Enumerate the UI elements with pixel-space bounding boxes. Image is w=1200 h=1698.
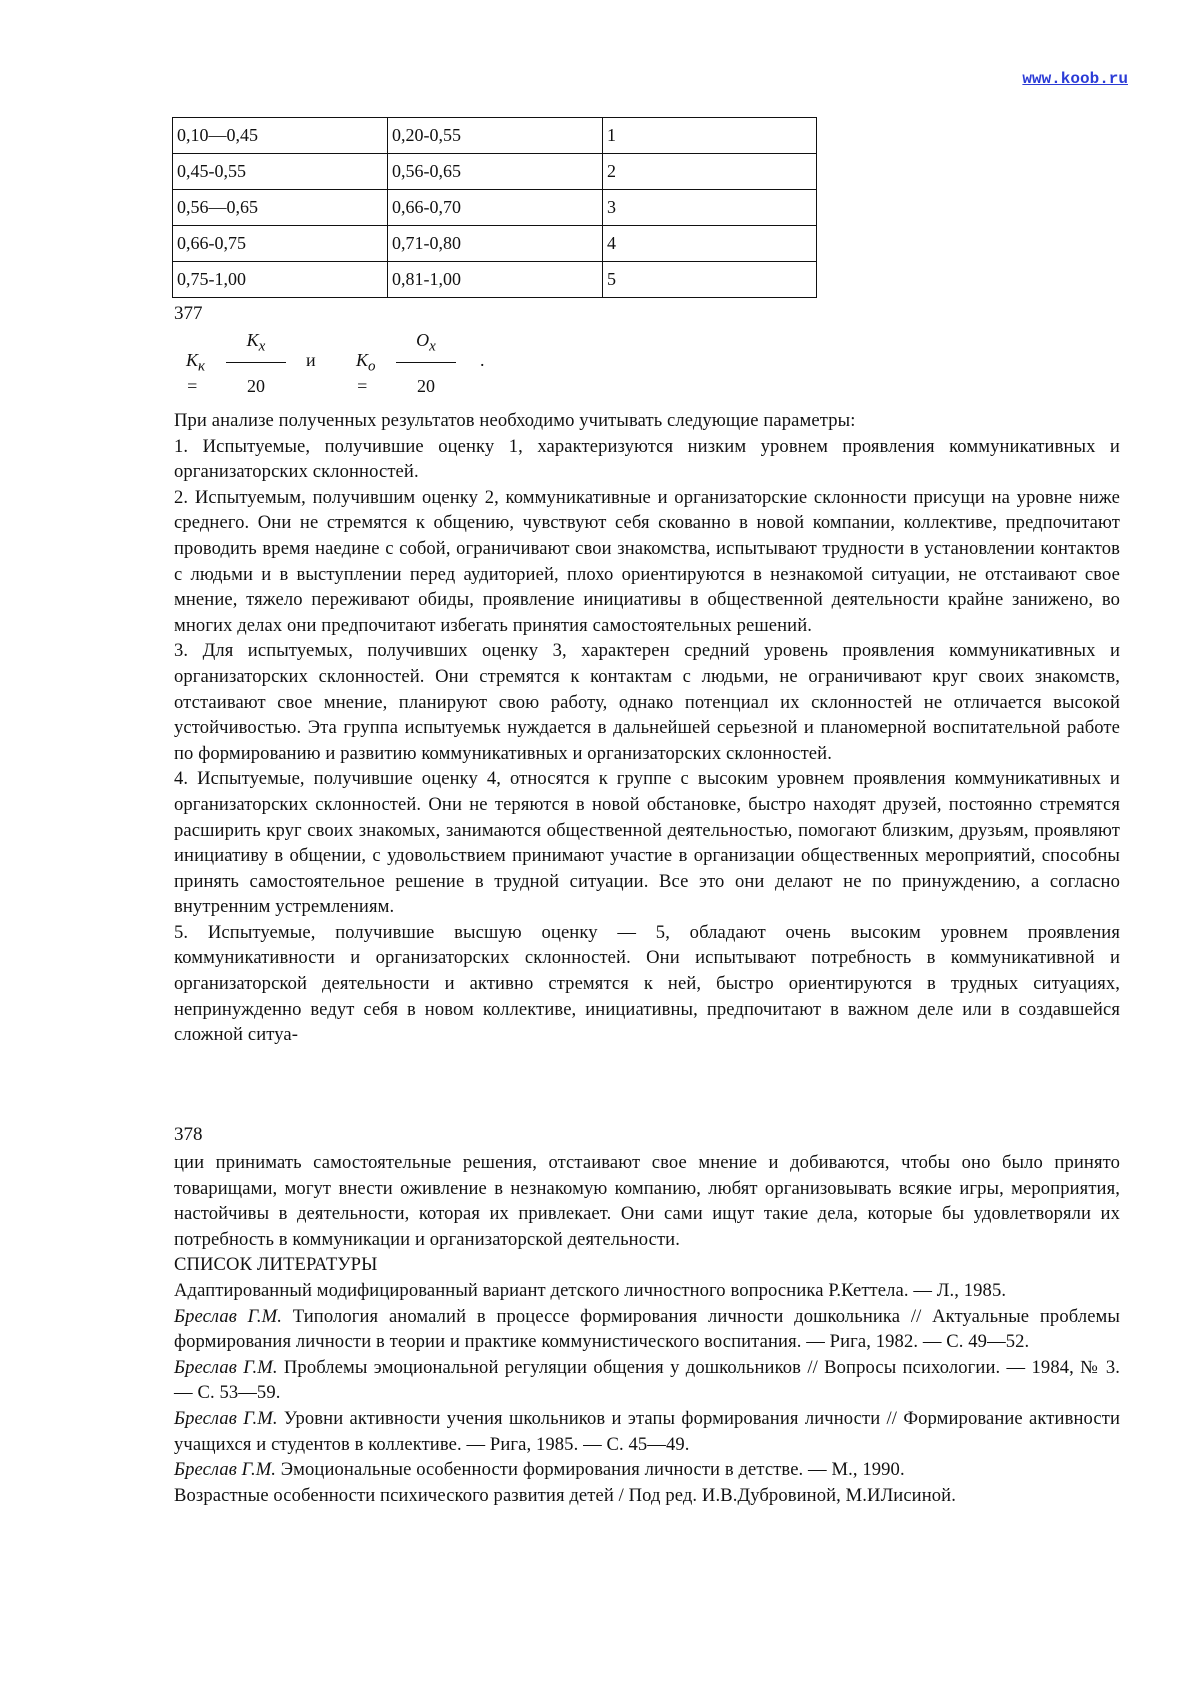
references-heading: СПИСОК ЛИТЕРАТУРЫ (174, 1254, 378, 1276)
formula-right-lhs: $K_о$ = (356, 350, 376, 396)
table-row (173, 190, 817, 226)
reference-item: Бреслав Г.М. Проблемы эмоциональной регуляции общения у дошкольников // Вопросы психологии. — 1984, № 3. — С. 53—59. (174, 1356, 1120, 1404)
fraction-bar (396, 362, 456, 363)
table-cell: 5 (603, 262, 817, 298)
table-cell: 0,45-0,55 (173, 154, 388, 190)
table-cell: 0,56—0,65 (173, 190, 388, 226)
table-cell: 0,66-0,75 (173, 226, 388, 262)
table-cell: 0,71-0,80 (388, 226, 603, 262)
formula-left-numerator: $K_x$ (246, 330, 266, 355)
page-number: 377 (174, 303, 203, 324)
table-row (173, 118, 817, 154)
table-cell: 0,20-0,55 (388, 118, 603, 154)
score-table (172, 117, 817, 298)
page-number: 378 (174, 1124, 203, 1145)
table-row (173, 154, 817, 190)
formula-left-denominator: 20 (247, 376, 265, 396)
table-row (173, 262, 817, 298)
formula-trailing-dot: . (480, 350, 485, 370)
reference-item: Бреслав Г.М. Уровни активности учения школьников и этапы формирования личности // Формирование активности учащихся и студентов в коллективе. — Рига, 1985. — С. 45—49. (174, 1407, 1120, 1455)
table-cell: 0,56-0,65 (388, 154, 603, 190)
formula-conjunction: и (306, 350, 316, 370)
formula-right-denominator: 20 (417, 376, 435, 396)
table-cell: 3 (603, 190, 817, 226)
table-cell: 2 (603, 154, 817, 190)
table-cell: 0,10—0,45 (173, 118, 388, 154)
formula-left-lhs: $K_к$ = (186, 350, 206, 396)
list-item: 1. Испытуемые, получившие оценку 1, характеризуются низким уровнем проявления коммуникативных и организаторских склонностей. (174, 435, 1120, 483)
fraction-bar (226, 362, 286, 363)
list-item: 2. Испытуемым, получившим оценку 2, коммуникативные и организаторские склонности присущи на уровне ниже среднего. Они не стремятся к общению, чувствуют себя скованно в новой компании, коллективе, предпочитают проводить время наедине с собой, ограничивают свои знакомства, испытывают трудности в установлении контактов с людьми и в выступлении перед аудиторией, плохо ориентируются в незнакомой ситуации, не отстаивают свое мнение, тяжело переживают обиды, проявление инициативы в общественной деятельности крайне занижено, во многих делах они предпочитают избегать принятия самостоятельных решений. (174, 486, 1120, 636)
reference-item: Адаптированный модифицированный вариант детского личностного вопросника Р.Кеттела. — Л., 1985. (174, 1279, 1007, 1301)
table-cell: 0,66-0,70 (388, 190, 603, 226)
table-cell: 1 (603, 118, 817, 154)
table-cell: 0,75-1,00 (173, 262, 388, 298)
list-item: 3. Для испытуемых, получивших оценку 3, характерен средний уровень проявления коммуникативных и организаторских склонностей. Они стремятся к контактам с людьми, не ограничивают круг своих знакомств, отстаивают свое мнение, планируют свою работу, однако потенциал их склонностей не отличается высокой устойчивостью. Эта группа испытуемьк нуждается в дальнейшей серьезной и планомерной воспитательной работе по формированию и развитию коммуникативных и организаторских склонностей. (174, 640, 1120, 764)
intro-paragraph: При анализе полученных результатов необходимо учитывать следующие параметры: (174, 410, 856, 431)
reference-item: Бреслав Г.М. Эмоциональные особенности формирования личности в детстве. — М., 1990. (174, 1459, 905, 1481)
reference-item: Возрастные особенности психического развития детей / Под ред. И.В.Дубровиной, М.ИЛисиной. (174, 1484, 956, 1506)
site-link[interactable]: www.koob.ru (1022, 70, 1128, 88)
list-item: 4. Испытуемые, получившие оценку 4, относятся к группе с высоким уровнем проявления коммуникативных и организаторских склонностей. Они не теряются в новой обстановке, быстро находят друзей, постоянно стремятся расширить круг своих знакомых, занимаются общественной деятельностью, помогают близким, друзьям, проявляют инициативу в общении, с удовольствием принимают участие в организации общественных мероприятий, способны принять самостоятельное решение в трудной ситуации. Все это они делают не по принуждению, а согласно внутренним устремлениям. (174, 768, 1120, 918)
formula (186, 330, 506, 400)
table-row (173, 226, 817, 262)
formula-right-numerator: $O_x$ (416, 330, 436, 355)
table-cell: 4 (603, 226, 817, 262)
interpretation-block (174, 408, 1120, 1048)
continuation-paragraph: ции принимать самостоятельные решения, отстаивают свое мнение и добиваются, чтобы оно было принято товарищами, могут внести оживление в незнакомую компанию, любят организовывать всякие игры, мероприятия, настойчивы в деятельности, которая их привлекает. Они сами ищут такие дела, которые бы удовлетворяли их потребность в коммуникации и организаторской деятельности. (174, 1152, 1120, 1250)
list-item: 5. Испытуемые, получившие высшую оценку — 5, обладают очень высоким уровнем проявления коммуникативности и организаторских склонностей. Они испытывают потребность в коммуникативной и организаторской деятельности и активно стремятся к ней, быстро ориентируются в трудных ситуациях, непринужденно ведут себя в новом коллективе, инициативны, предпочитают в важном деле или в создавшейся сложной ситуа- (174, 921, 1120, 1046)
table-cell: 0,81-1,00 (388, 262, 603, 298)
continuation-block (174, 1150, 1120, 1508)
reference-item: Бреслав Г.М. Типология аномалий в процессе формирования личности дошкольника // Актуальные проблемы формирования личности в теории и практике коммунистического воспитания. — Рига, 1982. — С. 49—52. (174, 1305, 1121, 1353)
